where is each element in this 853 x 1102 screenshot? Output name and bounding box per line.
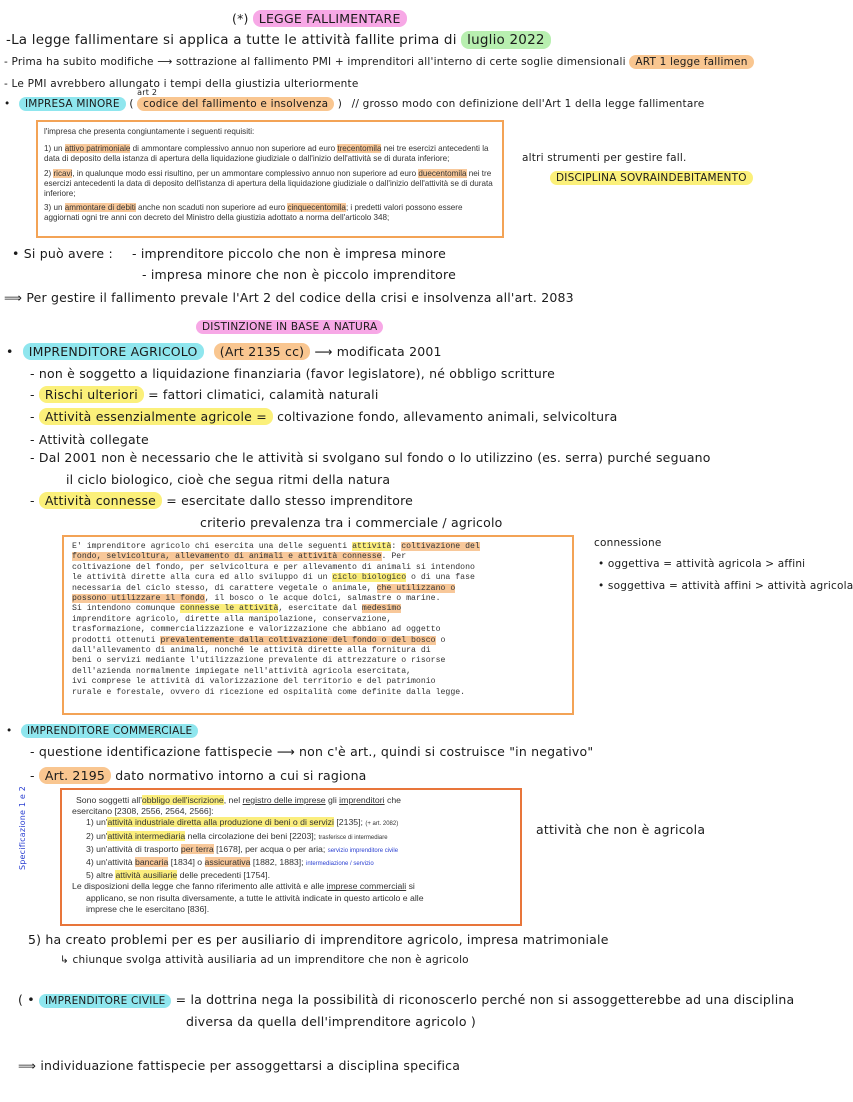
agricolo-line-2: - Rischi ulteriori = fattori climatici, calamità naturali [30,387,379,402]
agricolo-label: IMPRENDITORE AGRICOLO [23,343,204,360]
box1-req-2: 2) ricavi, in qualunque modo essi risultino, per un ammontare complessivo annuo non superiore ad euro duecentomila nei tre esercizi antecedenti la data di deposito dell'istanza di apertura della liquidazione giudiziale o dall'inizio dell'attività se di durata inferiore; [44,168,493,199]
agricolo-line-1: - non è soggetto a liquidazione finanziaria (favor legislatore), né obbligo scritture [30,366,555,381]
box1-req-1: 1) un attivo patrimoniale di ammontare complessivo annuo non superiore ad euro trecentomila nei tre esercizi antecedenti la data di deposito della istanza di apertura della liquidazione giudiziale o dall'inizio dell'attività se di durata inferiore; [44,144,489,164]
agricolo-line-5: - Dal 2001 non è necessario che le attività si svolgano sul fondo o lo utilizzino (es. serra) purché seguano [30,450,711,465]
final-line: ⟹ individuazione fattispecie per assoggettarsi a disciplina specifica [18,1058,461,1073]
agricolo-line-6: - Attività connesse = esercitate dallo stesso imprenditore [30,493,414,508]
agricolo-line-5b: il ciclo biologico, cioè che segua ritmi della natura [66,472,391,487]
box1-heading: l'impresa che presenta congiuntamente i seguenti requisiti: [44,127,255,136]
commerciale-heading [6,725,198,737]
agricolo-art: (Art 2135 cc) [214,343,310,360]
codice-label: codice del fallimento e insolvenza [137,97,334,111]
double-arrow-icon: ⟹ [18,1058,37,1073]
art2195-text-box: Sono soggetti all'obbligo dell'iscrizione, nel registro delle imprese gli imprenditori che esercitano [2308, 2556, 2564, 2566]: 1) un'attività industriale diretta alla produzione di beni o di servizi [2135]; (+ art. 2082) 2) un'attività intermediaria nella circolazione dei beni [2203]; trasferisce di intermediare 3) un'attività di trasporto per terra [1678], per acqua o per aria; servizio imprenditore civile 4) un'attività bancaria [1834] o assicurativa [1882, 1883]; intermediazione / servizio 5) altre attività ausiliarie delle precedenti [1754]. Le disposizioni della legge che fanno riferimento alle attività e alle imprese commerciali si applicano, se non risulta diversamente, a tutte le attività indicate in questo articolo e alle imprese che le esercitano [836]. [60,788,522,926]
intro-line-1: -La legge fallimentare si applica a tutte le attività fallite prima di luglio 2022 [6,32,551,48]
bottom-q5b: ↳ chiunque svolga attività ausiliaria ad un imprenditore che non è agricolo [60,954,469,966]
gestire-line: ⟹ Per gestire il fallimento prevale l'Art 2 del codice della crisi e insolvenza all'art. 2083 [4,290,574,305]
bottom-q5: 5) ha creato problemi per es per ausiliario di imprenditore agricolo, impresa matrimoniale [28,932,609,947]
agricolo-line-7: criterio prevalenza tra i commerciale / agricolo [200,515,503,530]
connessione-oggettiva: • oggettiva = attività agricola > affini [598,558,806,570]
civile-line: ( • IMPRENDITORE CIVILE = la dottrina nega la possibilità di riconoscerlo perché non si assoggetterebbe ad una disciplina [18,992,795,1007]
agricolo-line-3: - Attività essenzialmente agricole = coltivazione fondo, allevamento animali, selvicoltura [30,409,618,424]
option-2: - impresa minore che non è piccolo imprenditore [142,267,456,282]
agricolo-heading: • IMPRENDITORE AGRICOLO (Art 2135 cc) ⟶ modificata 2001 [6,344,442,359]
page-title [232,11,407,26]
intro-line-2: - Prima ha subito modifiche ⟶ sottrazione al fallimento PMI + imprenditori all'interno di certe soglie dimensionali ART 1 legge fallimen [4,56,754,68]
box1-req-3: 3) un ammontare di debiti anche non scaduti non superiore ad euro cinquecentomila; i predetti valori possono essere aggiornati ogni tre anni con decreto del Ministro della giustizia adottato a norma dell'articolo 348; [44,203,463,223]
commerciale-label: IMPRENDITORE COMMERCIALE [21,724,198,738]
impresa-minore-definition-box [36,120,504,238]
intro-line-4: • IMPRESA MINORE ( art 2 codice del fallimento e insolvenza ) // grosso modo con definizione dell'Art 1 della legge fallimentare [4,98,704,110]
double-arrow-icon: ⟹ [4,290,23,305]
connessione-soggettiva: • soggettiva = attività affini > attività agricola [598,580,853,592]
arrow-right-icon: ⟶ [157,56,173,68]
connessione-title: connessione [594,537,662,549]
side-note-sovraindebitamento: DISCIPLINA SOVRAINDEBITAMENTO [550,172,753,184]
art2195-tag: Art. 2195 [39,767,111,784]
codice-art-note: art 2 [137,88,158,97]
civile-label: IMPRENDITORE CIVILE [39,994,171,1008]
section-title-natura: DISTINZIONE IN BASE A NATURA [196,321,383,333]
option-1: - imprenditore piccolo che non è impresa minore [132,246,446,261]
side-note-strumenti: altri strumenti per gestire fall. [522,152,687,164]
title-number: (*) [232,11,249,26]
arrow-right-icon: ⟶ [276,744,295,759]
puo-avere: • Si può avere : [12,246,113,261]
civile-line-2: diversa da quella dell'imprenditore agricolo ) [186,1014,476,1029]
side-note-non-agricola: attività che non è agricola [536,822,706,837]
arrow-right-icon: ⟶ [314,344,333,359]
commerciale-line-2: - Art. 2195 dato normativo intorno a cui si ragiona [30,768,367,783]
specificazione-vertical-note: Specificazione 1 e 2 [18,785,27,870]
return-arrow-icon: ↳ [60,954,69,966]
date-badge: luglio 2022 [461,31,551,49]
title-text: LEGGE FALLIMENTARE [253,10,407,27]
art2135-text-box: E' imprenditore agricolo chi esercita una delle seguenti attività: coltivazione del fondo, selvicoltura, allevamento di animali e attività connesse. Per coltivazione del fondo, per selvicoltura e per allevamento di animali si intendono le attività dirette alla cura ed allo sviluppo di un ciclo biologico o di una fase necessaria del ciclo stesso, di carattere vegetale o animale, che utilizzano o possono utilizzare il fondo, il bosco o le acque dolci, salmastre o marine. Si intendono comunque connesse le attività, esercitate dal medesimo imprenditore agricolo, dirette alla manipolazione, conservazione, trasformazione, commercializzazione e valorizzazione che abbiano ad oggetto prodotti ottenuti prevalentemente dalla coltivazione del fondo o del bosco o dall'allevamento di animali, nonché le attività dirette alla fornitura di beni o servizi mediante l'utilizzazione prevalente di attrezzature o risorse dell'azienda normalmente impiegate nell'attività agricola esercitata, ivi comprese le attività di valorizzazione del territorio e del patrimonio rurale e forestale, ovvero di ricezione ed ospitalità come definite dalla legge. [62,535,574,715]
impresa-minore-label: IMPRESA MINORE [19,97,126,111]
commerciale-line-1: - questione identificazione fattispecie ⟶ non c'è art., quindi si costruisce "in negativo" [30,744,594,759]
intro-line-3: - Le PMI avrebbero allungato i tempi della giustizia ulteriormente [4,78,359,90]
agricolo-line-4: - Attività collegate [30,432,149,447]
art1-tag: ART 1 legge fallimen [629,55,753,69]
